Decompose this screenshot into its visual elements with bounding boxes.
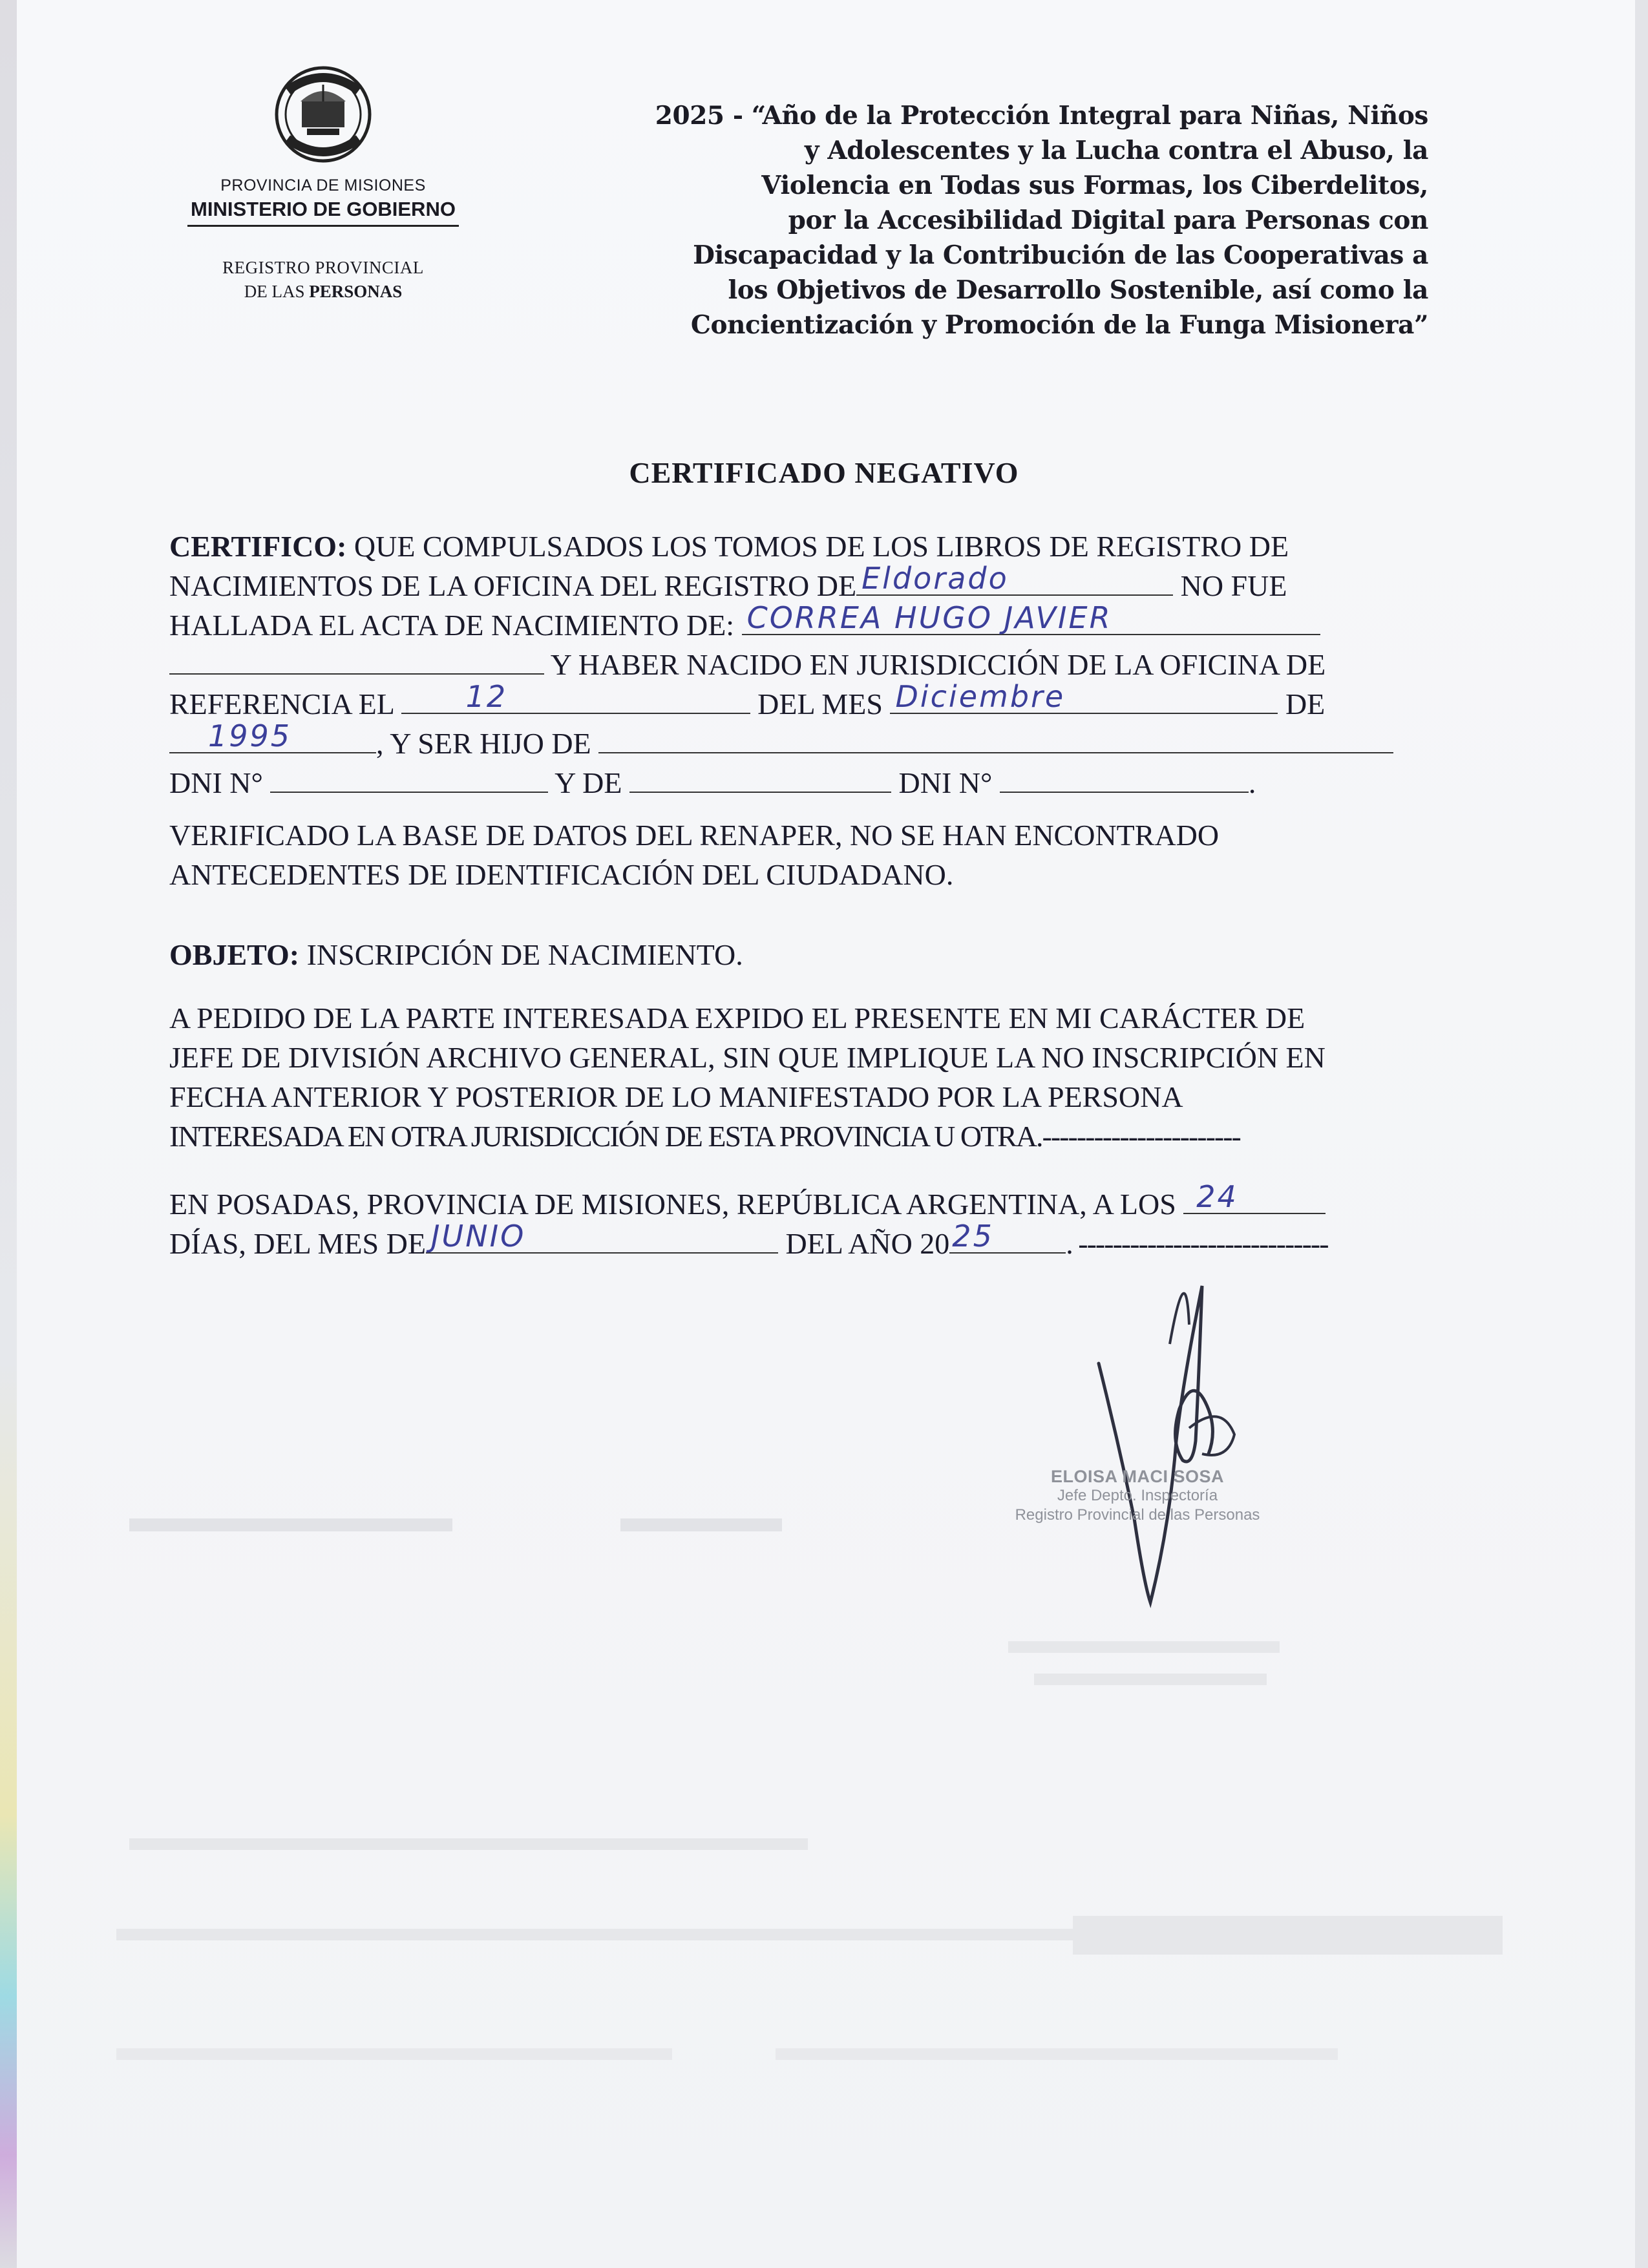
name-field [742, 600, 1320, 635]
closing-text-2: DÍAS, DEL MES DE [169, 1227, 426, 1260]
show-through-mark [116, 2048, 672, 2060]
birth-day-handwritten: 12 [465, 679, 508, 714]
certifico-text-2: NACIMIENTOS DE LA OFICINA DEL REGISTRO DE [169, 569, 857, 602]
certifico-text-12: DNI N° [898, 766, 993, 799]
certifico-text-7: DEL MES [757, 688, 883, 720]
certifico-text-4: HALLADA EL ACTA DE NACIMIENTO DE: [169, 609, 735, 642]
verificado-paragraph [169, 815, 1462, 894]
scan-edge-right [1635, 0, 1648, 2268]
show-through-mark [116, 1929, 1073, 1940]
issue-year-field [949, 1219, 1066, 1254]
registry-line-2-bold: PERSONAS [309, 282, 403, 301]
issue-year-handwritten: 25 [952, 1219, 994, 1254]
certifico-text-1: QUE COMPULSADOS LOS TOMOS DE LOS LIBROS DE REGISTRO DE [354, 530, 1289, 563]
birth-month-handwritten: Diciembre [895, 679, 1066, 714]
certifico-text-10: DNI N° [169, 766, 263, 799]
office-handwritten: Eldorado [861, 561, 1009, 596]
motto-line: por la Accesibilidad Digital para Personas con [788, 205, 1428, 235]
pedido-line-2: JEFE DE DIVISIÓN ARCHIVO GENERAL, SIN QUE IMPLIQUE LA NO INSCRIPCIÓN EN [169, 1041, 1326, 1074]
motto-line: y Adolescentes y la Lucha contra el Abuso, la [804, 136, 1428, 165]
scan-edge [0, 0, 17, 2268]
province-seal-icon [262, 61, 385, 165]
motto-line: los Objetivos de Desarrollo Sostenible, así como la [728, 275, 1428, 305]
official-stamp [963, 1467, 1312, 1525]
stamp-role: Jefe Depto. Inspectoría [1057, 1487, 1218, 1504]
certifico-paragraph [169, 527, 1462, 803]
birth-year-field [169, 719, 376, 753]
show-through-mark [776, 2048, 1338, 2060]
certifico-text-9: , Y SER HIJO DE [376, 727, 591, 760]
issuer-block [168, 61, 478, 302]
certifico-text-3: NO FUE [1180, 569, 1287, 602]
province-name: PROVINCIA DE MISIONES [220, 176, 426, 194]
stamp-name: ELOISA MACI SOSA [1050, 1467, 1225, 1486]
registry-line-1: REGISTRO PROVINCIAL [222, 258, 424, 277]
ministry-name: MINISTERIO DE GOBIERNO [191, 198, 456, 220]
parent1-dni-field [270, 763, 548, 793]
motto-line: 2025 - “Año de la Protección Integral para Niñas, Niños [655, 101, 1428, 131]
objeto-label: OBJETO: [169, 938, 300, 971]
official-motto [640, 98, 1428, 342]
birth-day-field [401, 679, 750, 714]
objeto-text: INSCRIPCIÓN DE NACIMIENTO. [306, 938, 743, 971]
motto-line: Violencia en Todas sus Formas, los Ciberdelitos, [761, 171, 1428, 200]
show-through-bar [1073, 1916, 1503, 1955]
show-through-mark [620, 1518, 782, 1531]
pedido-line-3: FECHA ANTERIOR Y POSTERIOR DE LO MANIFESTADO POR LA PERSONA [169, 1080, 1183, 1113]
verificado-line-1: VERIFICADO LA BASE DE DATOS DEL RENAPER, NO SE HAN ENCONTRADO [169, 819, 1220, 852]
certifico-text-6: REFERENCIA EL [169, 688, 394, 720]
issue-day-handwritten: 24 [1196, 1179, 1238, 1214]
name-field-continued [169, 645, 544, 675]
birth-month-field [890, 679, 1278, 714]
ministry-underline [187, 225, 459, 227]
issue-month-field [426, 1219, 778, 1254]
name-handwritten: CORREA HUGO JAVIER [746, 600, 1112, 635]
show-through-mark [1008, 1641, 1280, 1653]
verificado-line-2: ANTECEDENTES DE IDENTIFICACIÓN DEL CIUDADANO. [169, 858, 954, 891]
stamp-org: Registro Provincial de las Personas [1015, 1506, 1260, 1524]
document-title: CERTIFICADO NEGATIVO [629, 456, 1019, 489]
closing-text-4: . ----------------------------- [1066, 1227, 1328, 1260]
registry-line-2 [168, 282, 478, 302]
closing-text-1: EN POSADAS, PROVINCIA DE MISIONES, REPÚBLICA ARGENTINA, A LOS [169, 1188, 1176, 1221]
birth-year-handwritten: 1995 [208, 719, 292, 753]
objeto-paragraph [169, 935, 1462, 974]
show-through-mark [1034, 1674, 1267, 1685]
motto-line: Discapacidad y la Contribución de las Cooperativas a [693, 240, 1428, 270]
certifico-label: CERTIFICO: [169, 530, 347, 563]
pedido-line-1: A PEDIDO DE LA PARTE INTERESADA EXPIDO EL PRESENTE EN MI CARÁCTER DE [169, 1002, 1305, 1034]
closing-paragraph [169, 1179, 1462, 1263]
certifico-text-8: DE [1285, 688, 1326, 720]
certifico-text-13: . [1248, 766, 1256, 799]
closing-text-3: DEL AÑO 20 [785, 1227, 950, 1260]
registry-line-2-prefix: DE LAS [244, 282, 310, 301]
parent2-dni-field [1000, 763, 1249, 793]
pedido-paragraph [169, 998, 1462, 1156]
show-through-mark [129, 1518, 452, 1531]
certifico-text-11: Y DE [555, 766, 622, 799]
show-through-mark [129, 1838, 808, 1850]
issue-day-field [1183, 1179, 1326, 1214]
office-field [856, 561, 1173, 596]
motto-line: Concientización y Promoción de la Funga Misionera” [690, 310, 1428, 340]
pedido-line-4: INTERESADA EN OTRA JURISDICCIÓN DE ESTA PROVINCIA U OTRA.----------------------- [169, 1120, 1240, 1153]
issue-month-handwritten: JUNIO [430, 1219, 526, 1254]
parent-field [598, 724, 1393, 753]
parent2-field [629, 763, 891, 793]
certifico-text-5: Y HABER NACIDO EN JURISDICCIÓN DE LA OFICINA DE [550, 648, 1326, 681]
handwritten-signature [1073, 1247, 1267, 1609]
